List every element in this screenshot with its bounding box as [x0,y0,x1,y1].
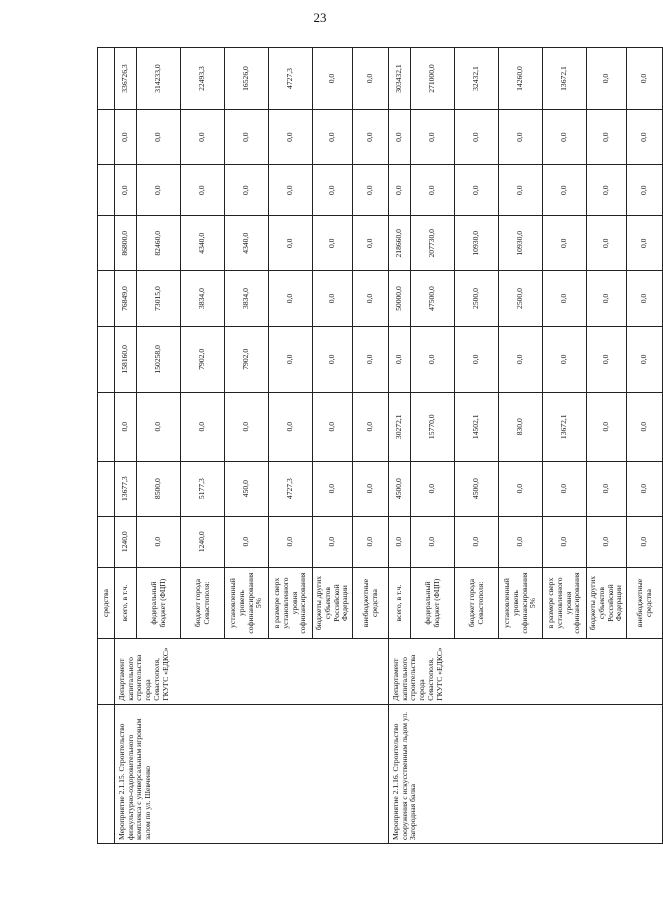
amount-cell: 0,0 [543,516,587,567]
funding-source: федеральный бюджет (ФЦП) [411,567,455,639]
amount-cell: 4500,0 [455,461,499,516]
table-row [115,48,137,844]
amount-cell: 0,0 [353,326,389,392]
amount-cell: 73015,0 [137,271,181,326]
amount-cell: 10930,0 [499,216,543,271]
amount-cell: 0,0 [181,165,225,216]
header-empty-cell [98,326,115,392]
funding-source: установленный уровень софинансирования 5% [225,567,269,639]
funding-source: всего, в т.ч. [115,567,137,639]
amount-cell: 0,0 [587,216,627,271]
amount-cell: 0,0 [411,110,455,165]
amount-cell: 0,0 [587,326,627,392]
amount-cell: 0,0 [269,110,313,165]
amount-cell: 218660,0 [389,216,411,271]
amount-cell: 158160,0 [115,326,137,392]
amount-cell: 0,0 [353,165,389,216]
amount-cell: 1240,0 [181,516,225,567]
amount-cell: 0,0 [627,216,663,271]
amount-cell: 16526,0 [225,48,269,110]
measure-executor: Департамент капитального строительства города Севастополя, ГКУГС «ЕДКС» [389,639,663,704]
amount-cell: 0,0 [543,461,587,516]
header-empty-cell [98,392,115,461]
amount-cell: 0,0 [225,516,269,567]
amount-cell: 0,0 [313,216,353,271]
amount-cell: 0,0 [269,516,313,567]
rotated-table-viewport [97,47,653,844]
amount-cell: 0,0 [587,165,627,216]
amount-cell: 0,0 [499,516,543,567]
amount-cell: 336726,3 [115,48,137,110]
amount-cell: 15770,0 [411,392,455,461]
rotated-table-container [97,47,653,844]
amount-cell: 0,0 [455,110,499,165]
amount-cell: 0,0 [627,48,663,110]
amount-cell: 86800,0 [115,216,137,271]
amount-cell: 0,0 [455,516,499,567]
amount-cell: 830,0 [499,392,543,461]
amount-cell: 0,0 [313,516,353,567]
amount-cell: 82460,0 [137,216,181,271]
amount-cell: 303432,1 [389,48,411,110]
amount-cell: 0,0 [389,110,411,165]
funding-source: бюджет города Севастополя: [455,567,499,639]
amount-cell: 0,0 [115,392,137,461]
amount-cell: 4500,0 [389,461,411,516]
amount-cell: 14502,1 [455,392,499,461]
amount-cell: 13677,3 [115,461,137,516]
amount-cell: 7902,0 [225,326,269,392]
amount-cell: 0,0 [269,392,313,461]
funding-source: всего, в т.ч. [389,567,411,639]
amount-cell: 0,0 [411,165,455,216]
amount-cell: 0,0 [181,110,225,165]
amount-cell: 0,0 [353,48,389,110]
amount-cell: 0,0 [313,165,353,216]
measure-executor: Департамент капитального строительства города Севастополя, ГКУГС «ЕДКС» [115,639,389,704]
amount-cell: 0,0 [627,110,663,165]
header-empty-cell [98,461,115,516]
table-row [389,48,411,844]
amount-cell: 10930,0 [455,216,499,271]
table-header-row [98,48,115,844]
amount-cell: 0,0 [269,326,313,392]
amount-cell: 2500,0 [499,271,543,326]
header-empty-cell [98,110,115,165]
amount-cell: 5177,3 [181,461,225,516]
amount-cell: 0,0 [137,110,181,165]
amount-cell: 150258,0 [137,326,181,392]
funding-table [97,47,663,844]
amount-cell: 0,0 [313,271,353,326]
amount-cell: 0,0 [137,516,181,567]
amount-cell: 2500,0 [455,271,499,326]
amount-cell: 0,0 [587,110,627,165]
amount-cell: 0,0 [353,461,389,516]
header-empty-cell [98,516,115,567]
amount-cell: 0,0 [313,326,353,392]
funding-source: бюджеты других субъектов Российской Федерации [313,567,353,639]
amount-cell: 0,0 [353,516,389,567]
amount-cell: 50000,0 [389,271,411,326]
funding-source: в размере сверх установленного уровня софинансирования [269,567,313,639]
amount-cell: 0,0 [543,216,587,271]
amount-cell: 3834,0 [181,271,225,326]
amount-cell: 0,0 [115,165,137,216]
amount-cell: 47500,0 [411,271,455,326]
amount-cell: 0,0 [543,165,587,216]
amount-cell: 0,0 [313,461,353,516]
amount-cell: 0,0 [411,461,455,516]
funding-source: бюджеты других субъектов Российской Федерации [587,567,627,639]
amount-cell: 0,0 [353,392,389,461]
funding-source: в размере сверх установленного уровня софинансирования [543,567,587,639]
amount-cell: 4727,3 [269,461,313,516]
amount-cell: 0,0 [389,516,411,567]
amount-cell: 0,0 [225,110,269,165]
amount-cell: 0,0 [627,392,663,461]
amount-cell: 0,0 [587,271,627,326]
amount-cell: 0,0 [627,461,663,516]
header-empty-cell [98,48,115,110]
amount-cell: 0,0 [627,165,663,216]
header-empty-cell [98,639,115,704]
funding-source: федеральный бюджет (ФЦП) [137,567,181,639]
amount-cell: 22493,3 [181,48,225,110]
amount-cell: 3834,0 [225,271,269,326]
funding-source: внебюджетные средства [353,567,389,639]
amount-cell: 0,0 [353,216,389,271]
header-empty-cell [98,271,115,326]
amount-cell: 0,0 [455,165,499,216]
amount-cell: 207730,0 [411,216,455,271]
amount-cell: 0,0 [313,392,353,461]
amount-cell: 0,0 [115,110,137,165]
amount-cell: 13672,1 [543,392,587,461]
amount-cell: 0,0 [543,326,587,392]
amount-cell: 8500,0 [137,461,181,516]
amount-cell: 0,0 [389,326,411,392]
amount-cell: 0,0 [353,271,389,326]
amount-cell: 0,0 [627,271,663,326]
amount-cell: 1240,0 [115,516,137,567]
header-empty-cell [98,216,115,271]
amount-cell: 0,0 [499,165,543,216]
amount-cell: 0,0 [587,516,627,567]
measure-title: Мероприятие 2.1.15. Строительство физкультурно-оздоровительного комплекса с универсальным игровым залом по ул. Шевченко [115,704,389,843]
amount-cell: 0,0 [543,271,587,326]
amount-cell: 0,0 [225,392,269,461]
amount-cell: 0,0 [389,165,411,216]
header-empty-cell [98,704,115,843]
funding-source: бюджет города Севастополя: [181,567,225,639]
amount-cell: 7902,0 [181,326,225,392]
amount-cell: 0,0 [411,326,455,392]
amount-cell: 0,0 [353,110,389,165]
page-number: 23 [313,10,327,25]
amount-cell: 4727,3 [269,48,313,110]
header-source-cell: средства [98,567,115,639]
amount-cell: 314233,0 [137,48,181,110]
funding-source: внебюджетные средства [627,567,663,639]
amount-cell: 0,0 [411,516,455,567]
header-empty-cell [98,165,115,216]
amount-cell: 32432,1 [455,48,499,110]
amount-cell: 0,0 [269,165,313,216]
amount-cell: 13672,1 [543,48,587,110]
amount-cell: 0,0 [499,461,543,516]
amount-cell: 0,0 [181,392,225,461]
amount-cell: 0,0 [499,326,543,392]
amount-cell: 0,0 [587,461,627,516]
amount-cell: 0,0 [627,326,663,392]
amount-cell: 0,0 [269,216,313,271]
amount-cell: 450,0 [225,461,269,516]
amount-cell: 0,0 [137,165,181,216]
amount-cell: 4340,0 [181,216,225,271]
amount-cell: 0,0 [543,110,587,165]
amount-cell: 0,0 [587,392,627,461]
amount-cell: 0,0 [627,516,663,567]
amount-cell: 0,0 [137,392,181,461]
amount-cell: 76849,0 [115,271,137,326]
amount-cell: 14260,0 [499,48,543,110]
amount-cell: 0,0 [269,271,313,326]
funding-source: установленный уровень софинансирования 5% [499,567,543,639]
amount-cell: 0,0 [225,165,269,216]
amount-cell: 0,0 [455,326,499,392]
amount-cell: 0,0 [499,110,543,165]
amount-cell: 0,0 [313,48,353,110]
amount-cell: 4340,0 [225,216,269,271]
amount-cell: 0,0 [587,48,627,110]
amount-cell: 271000,0 [411,48,455,110]
amount-cell: 30272,1 [389,392,411,461]
amount-cell: 0,0 [313,110,353,165]
measure-title: Мероприятие 2.1.16. Строительство сооружения с искусственным льдом ул. Загородная балка [389,704,663,843]
funding-table-body [98,48,663,844]
